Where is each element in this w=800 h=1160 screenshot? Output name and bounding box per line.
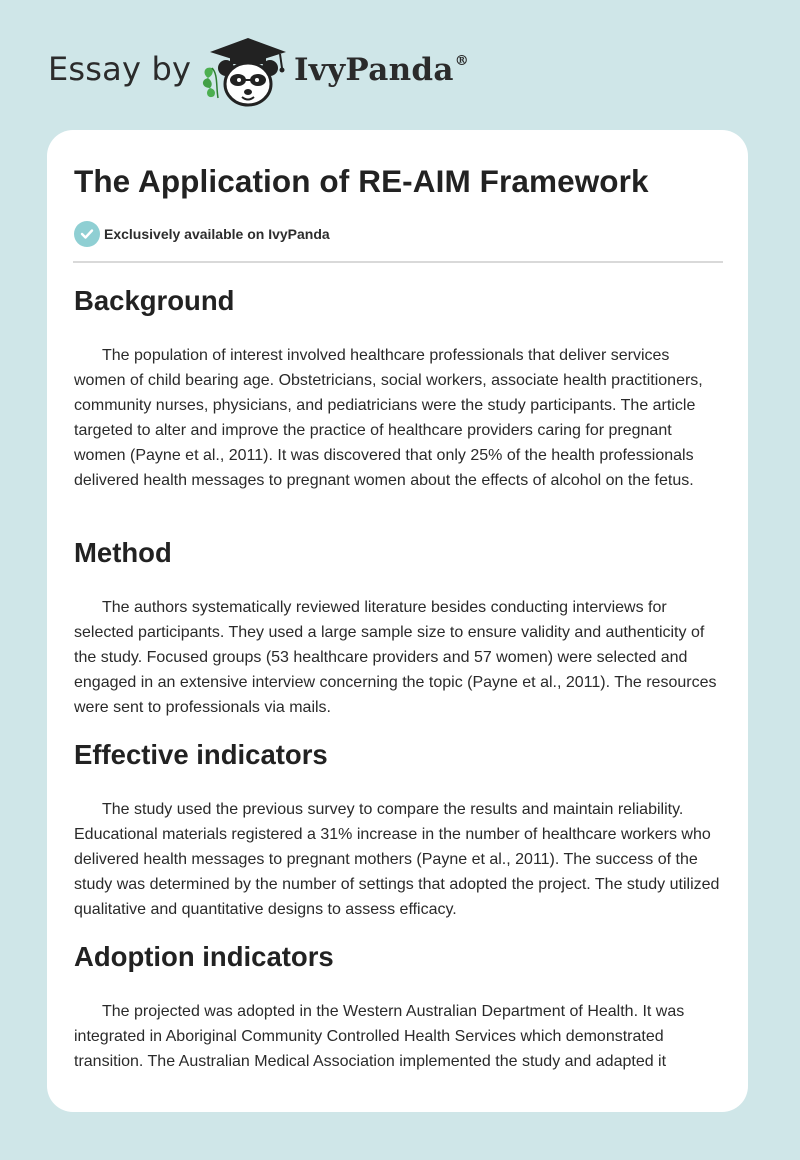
exclusive-badge xyxy=(74,221,330,247)
essay-card xyxy=(47,130,748,1112)
site-header xyxy=(0,0,800,130)
section-body-effective-indicators: The study used the previous survey to compare the results and maintain reliability. Educational materials registered a 31% increase in the number of healthcare workers who delivered health messages to pregnant mothers (Payne et al., 2011). The success of the study was determined by the number of settings that adopted the project. The study utilized qualitative and quantitative designs to assess efficacy. xyxy=(74,801,720,918)
badge-label: Exclusively available on IvyPanda xyxy=(104,226,330,242)
check-circle-icon xyxy=(74,221,100,247)
section-heading-adoption-indicators: Adoption indicators xyxy=(74,941,334,972)
essay-by-label: Essay by xyxy=(48,50,192,88)
panda-logo-svg xyxy=(200,34,296,110)
panda-graduate-icon[interactable] xyxy=(200,34,296,110)
essay-title: The Application of RE-AIM Framework xyxy=(74,163,649,199)
brand-text: IvyPanda xyxy=(294,52,454,88)
check-mark-svg xyxy=(80,228,94,240)
section-body-method: The authors systematically reviewed literature besides conducting interviews for selected participants. They used a large sample size to ensure validity and authenticity of the study. Focused groups (53 healthcare providers and 57 women) were selected and engaged in an extensive interview concerning the topic (Payne et al., 2011). The resources were sent to professionals via mails. xyxy=(74,599,717,716)
section-body-background: The population of interest involved healthcare professionals that deliver services women of child bearing age. Obstetricians, social workers, associate health practitioners, community nurses, physicians, and pediatricians were the study participants. The article targeted to alter and improve the practice of healthcare providers caring for pregnant women (Payne et al., 2011). It was discovered that only 25% of the health professionals delivered health messages to pregnant women about the effects of alcohol on the fetus. xyxy=(74,347,703,489)
section-heading-effective-indicators: Effective indicators xyxy=(74,739,328,770)
section-heading-method: Method xyxy=(74,537,172,568)
registered-mark: ® xyxy=(454,52,470,69)
section-heading-background: Background xyxy=(74,285,235,316)
brand-name[interactable] xyxy=(294,52,469,88)
section-body-adoption-indicators: The projected was adopted in the Western Australian Department of Health. It was integrated in Aboriginal Community Controlled Health Services which demonstrated transition. The Australian Medical Association implemented the study and adapted it xyxy=(74,1003,685,1070)
title-divider xyxy=(73,261,723,263)
